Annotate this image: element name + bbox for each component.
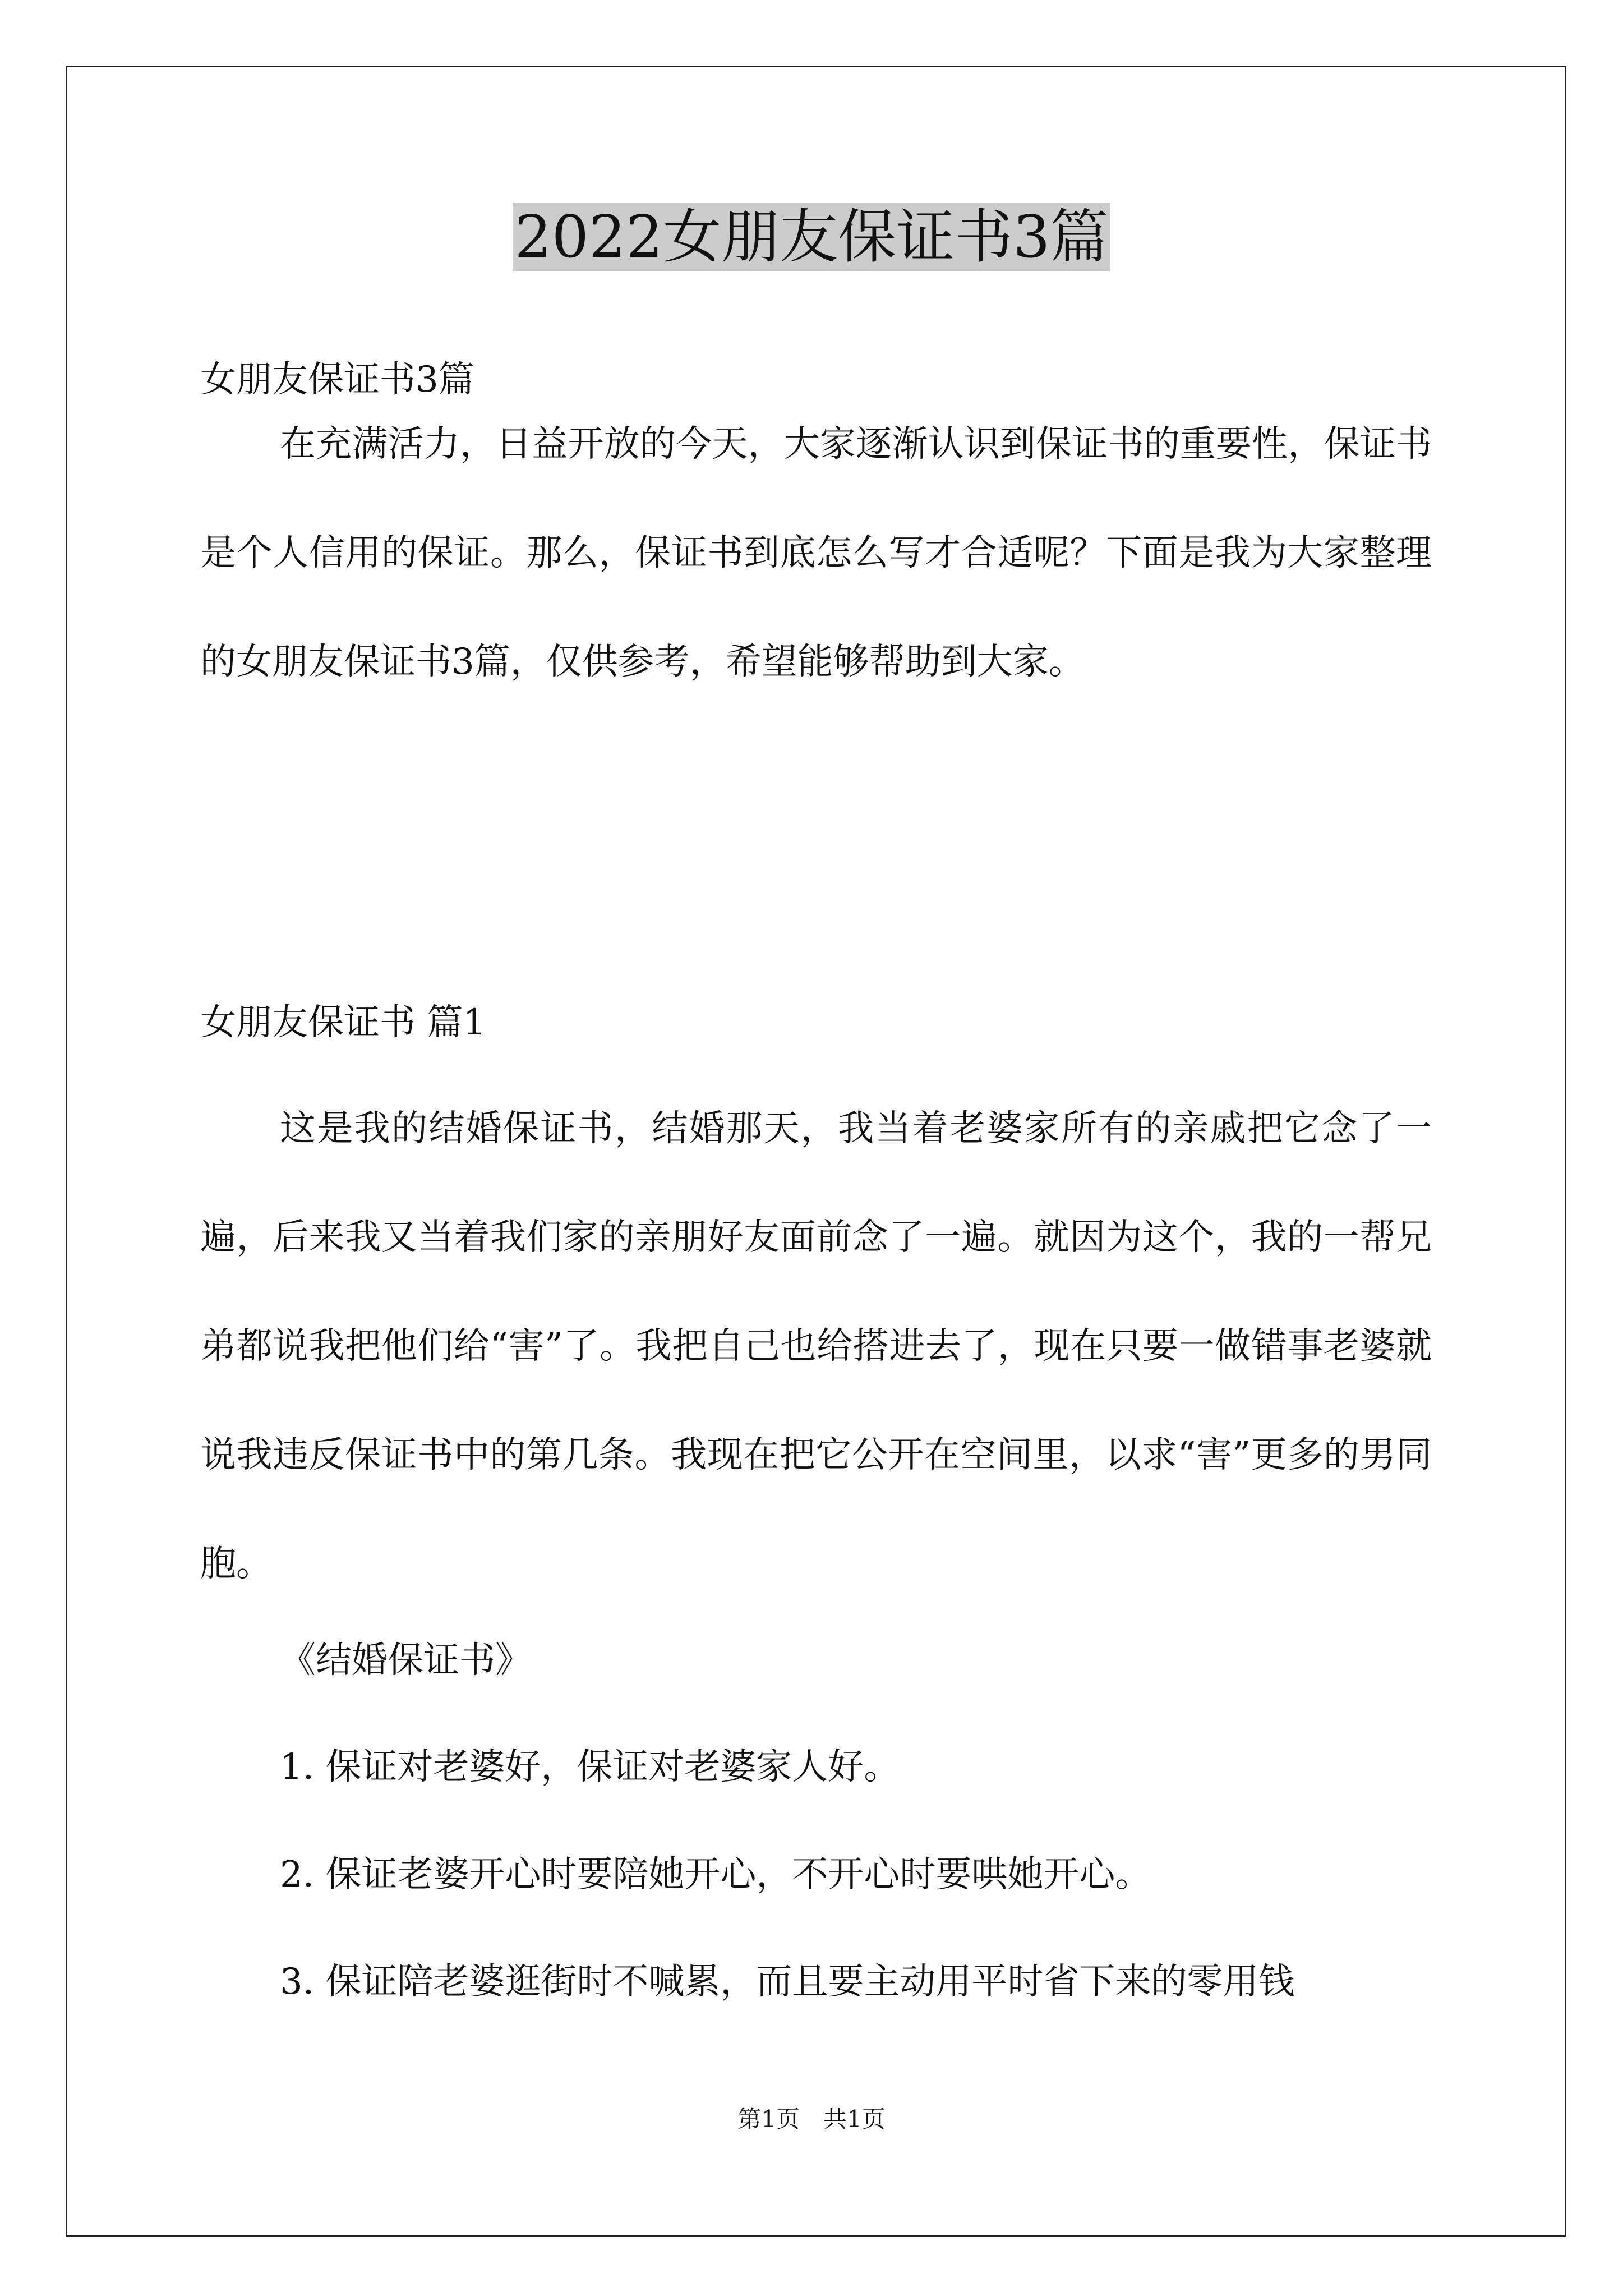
- page-footer: 第1页 共1页: [737, 2105, 886, 2133]
- section1-heading: 女朋友保证书 篇1: [200, 1002, 486, 1043]
- list-item: 1. 保证对老婆好，保证对老婆家人好。: [280, 1746, 900, 1788]
- intro-paragraph: 在充满活力，日益开放的今天，大家逐渐认识到保证书的重要性，保证书是个人信用的保证。那么，保证书到底怎么写才合适呢？下面是我为大家整理的女朋友保证书3篇，仅供参考，希望能够帮助到大家。: [200, 424, 1432, 683]
- document-title: [0, 197, 1623, 276]
- document-title-text: 2022女朋友保证书3篇: [513, 203, 1111, 271]
- book-title: 《结婚保证书》: [280, 1640, 531, 1681]
- subtitle: 女朋友保证书3篇: [200, 359, 474, 401]
- list-item: 3. 保证陪老婆逛街时不喊累，而且要主动用平时省下来的零用钱: [280, 1961, 1295, 2003]
- list-item: 2. 保证老婆开心时要陪她开心，不开心时要哄她开心。: [280, 1854, 1151, 1895]
- section1-paragraph: 这是我的结婚保证书，结婚那天，我当着老婆家所有的亲戚把它念了一遍，后来我又当着我们家的亲朋好友面前念了一遍。就因为这个，我的一帮兄弟都说我把他们给“害”了。我把自己也给搭进去了，现在只要一做错事老婆就说我违反保证书中的第几条。我现在把它公开在空间里，以求“害”更多的男同胞。: [200, 1108, 1432, 1585]
